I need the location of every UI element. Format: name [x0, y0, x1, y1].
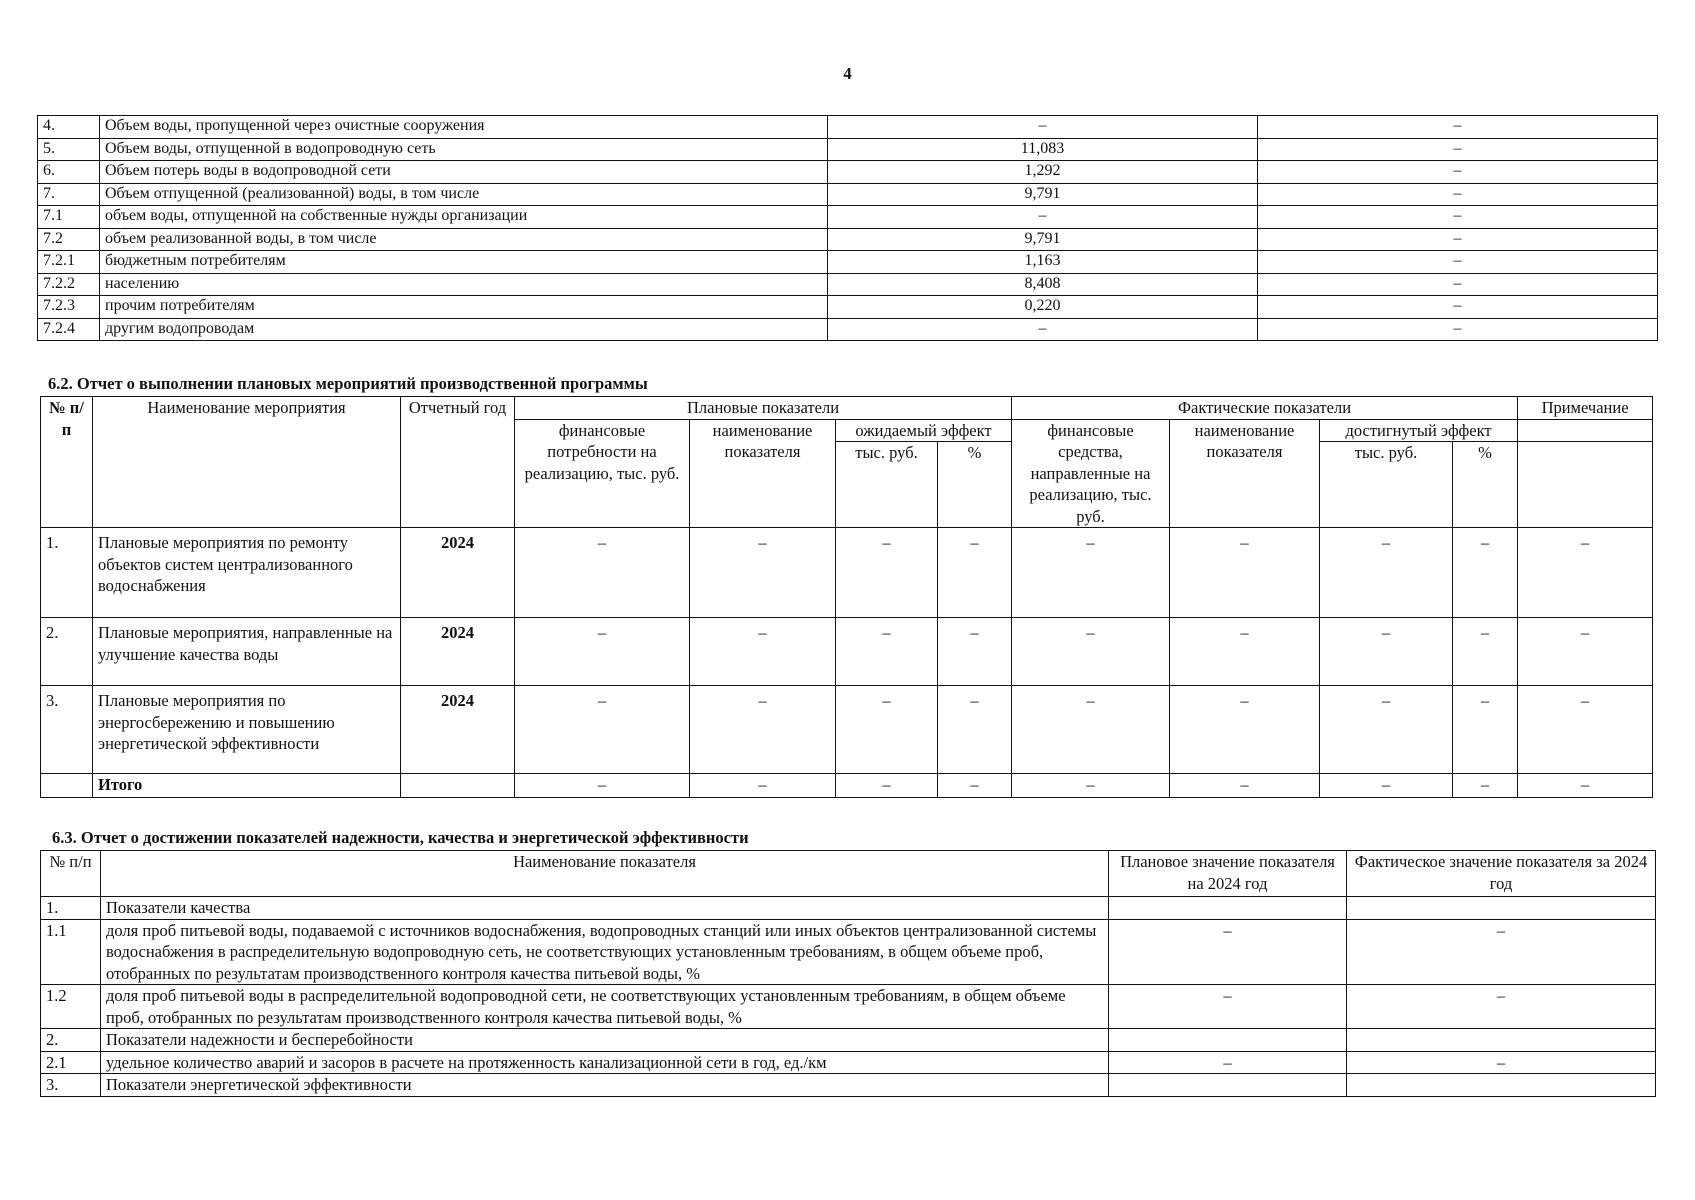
total-dash: – — [1170, 774, 1320, 798]
table-row — [41, 897, 1656, 920]
row-value: 0,220 — [828, 296, 1258, 319]
header-planned-value: Плановое значение показателя на 2024 год — [1109, 851, 1347, 897]
row-value: 8,408 — [828, 273, 1258, 296]
row-name: Объем отпущенной (реализованной) воды, в том числе — [100, 183, 828, 206]
header-note: Примечание — [1518, 397, 1653, 420]
row-name: другим водопроводам — [100, 318, 828, 341]
value-dash: – — [515, 686, 690, 774]
planned-value: – — [1109, 1051, 1347, 1074]
water-volume-table — [37, 115, 1658, 341]
value-dash: – — [690, 686, 836, 774]
header-num: № п/п — [41, 851, 101, 897]
table-row — [41, 1074, 1656, 1097]
activity-name: Плановые мероприятия, направленные на улучшение качества воды — [93, 618, 401, 686]
table-row — [41, 919, 1656, 985]
row-value: 9,791 — [828, 183, 1258, 206]
row-value-2: – — [1258, 318, 1658, 341]
activity-year: 2024 — [401, 686, 515, 774]
row-value-2: – — [1258, 228, 1658, 251]
indicator-name: Показатели энергетической эффективности — [101, 1074, 1109, 1097]
table-row — [41, 985, 1656, 1029]
value-dash: – — [836, 618, 938, 686]
activity-name: Плановые мероприятия по ремонту объектов систем централизованного водоснабжения — [93, 528, 401, 618]
table-row — [38, 228, 1658, 251]
header-actual-financing: финансовые средства, направленные на реализацию, тыс. руб. — [1012, 419, 1170, 528]
table-row — [38, 183, 1658, 206]
value-dash: – — [836, 686, 938, 774]
actual-value — [1347, 1074, 1656, 1097]
header-expected-rub: тыс. руб. — [836, 442, 938, 528]
header-achieved-rub: тыс. руб. — [1320, 442, 1453, 528]
activity-number: 1. — [41, 528, 93, 618]
header-note-empty — [1518, 419, 1653, 442]
indicator-number: 2.1 — [41, 1051, 101, 1074]
row-value: 9,791 — [828, 228, 1258, 251]
value-dash: – — [1320, 528, 1453, 618]
actual-value: – — [1347, 919, 1656, 985]
row-name: Объем потерь воды в водопроводной сети — [100, 161, 828, 184]
indicator-number: 2. — [41, 1029, 101, 1052]
row-value-2: – — [1258, 206, 1658, 229]
total-dash: – — [938, 774, 1012, 798]
value-dash: – — [690, 528, 836, 618]
row-name: Объем воды, отпущенной в водопроводную сеть — [100, 138, 828, 161]
table-row — [38, 273, 1658, 296]
row-number: 7.1 — [38, 206, 100, 229]
value-dash: – — [1320, 618, 1453, 686]
indicator-number: 3. — [41, 1074, 101, 1097]
planned-value — [1109, 1074, 1347, 1097]
table-row — [38, 318, 1658, 341]
row-value: 1,292 — [828, 161, 1258, 184]
activity-year: 2024 — [401, 528, 515, 618]
table-row — [38, 116, 1658, 139]
indicator-number: 1.2 — [41, 985, 101, 1029]
header-actual-value: Фактическое значение показателя за 2024 год — [1347, 851, 1656, 897]
actual-value — [1347, 1029, 1656, 1052]
row-value: 1,163 — [828, 251, 1258, 274]
activity-number: 3. — [41, 686, 93, 774]
row-name: населению — [100, 273, 828, 296]
total-number-empty — [41, 774, 93, 798]
value-dash: – — [1518, 618, 1653, 686]
row-number: 7.2.1 — [38, 251, 100, 274]
value-dash: – — [1453, 686, 1518, 774]
value-dash: – — [690, 618, 836, 686]
header-expected-effect: ожидаемый эффект — [836, 419, 1012, 442]
row-number: 6. — [38, 161, 100, 184]
value-dash: – — [1453, 618, 1518, 686]
header-achieved-effect: достигнутый эффект — [1320, 419, 1518, 442]
row-name: Объем воды, пропущенной через очистные сооружения — [100, 116, 828, 139]
header-indicator-name: Наименование показателя — [101, 851, 1109, 897]
table-row — [38, 206, 1658, 229]
indicator-name: доля проб питьевой воды в распределительной водопроводной сети, не соответствующих установленным требованиям, в общем объеме проб, отобранных по результатам производственного контроля качества питьевой воды, % — [101, 985, 1109, 1029]
row-number: 5. — [38, 138, 100, 161]
row-name: бюджетным потребителям — [100, 251, 828, 274]
value-dash: – — [1320, 686, 1453, 774]
total-dash: – — [515, 774, 690, 798]
row-number: 7.2.3 — [38, 296, 100, 319]
header-expected-pct: % — [938, 442, 1012, 528]
section-6-3-title: 6.3. Отчет о достижении показателей надежности, качества и энергетической эффективности — [52, 828, 749, 847]
row-name: объем воды, отпущенной на собственные нужды организации — [100, 206, 828, 229]
indicator-number: 1. — [41, 897, 101, 920]
planned-activities-table — [40, 396, 1653, 798]
row-value-2: – — [1258, 138, 1658, 161]
row-value-2: – — [1258, 273, 1658, 296]
activity-year: 2024 — [401, 618, 515, 686]
indicator-number: 1.1 — [41, 919, 101, 985]
value-dash: – — [938, 528, 1012, 618]
row-name: прочим потребителям — [100, 296, 828, 319]
planned-value — [1109, 897, 1347, 920]
indicator-name: Показатели надежности и бесперебойности — [101, 1029, 1109, 1052]
row-value: – — [828, 206, 1258, 229]
row-value-2: – — [1258, 183, 1658, 206]
table-row — [38, 296, 1658, 319]
total-dash: – — [1012, 774, 1170, 798]
table-row — [41, 528, 1653, 618]
actual-value — [1347, 897, 1656, 920]
row-number: 7.2.4 — [38, 318, 100, 341]
row-number: 7.2.2 — [38, 273, 100, 296]
header-note-empty-2 — [1518, 442, 1653, 528]
table-row — [41, 618, 1653, 686]
value-dash: – — [1518, 528, 1653, 618]
value-dash: – — [515, 618, 690, 686]
row-value: – — [828, 116, 1258, 139]
header-year: Отчетный год — [401, 397, 515, 528]
table-row — [38, 251, 1658, 274]
actual-value: – — [1347, 1051, 1656, 1074]
value-dash: – — [1012, 686, 1170, 774]
total-dash: – — [690, 774, 836, 798]
indicator-name: удельное количество аварий и засоров в расчете на протяженность канализационной сети в год, ед./км — [101, 1051, 1109, 1074]
value-dash: – — [1012, 528, 1170, 618]
value-dash: – — [938, 618, 1012, 686]
row-number: 4. — [38, 116, 100, 139]
value-dash: – — [1170, 686, 1320, 774]
total-dash: – — [836, 774, 938, 798]
indicator-name: доля проб питьевой воды, подаваемой с источников водоснабжения, водопроводных станций или иных объектов централизованной системы водоснабжения в распределительную водопроводную сеть, не соответствующих установленным требованиям, в общем объеме проб, отобранных по результатам производственного контроля качества питьевой воды, % — [101, 919, 1109, 985]
total-year-empty — [401, 774, 515, 798]
header-planned: Плановые показатели — [515, 397, 1012, 420]
header-num: № п/п — [41, 397, 93, 528]
planned-value: – — [1109, 985, 1347, 1029]
indicator-name: Показатели качества — [101, 897, 1109, 920]
row-value-2: – — [1258, 116, 1658, 139]
header-achieved-pct: % — [1453, 442, 1518, 528]
header-actual: Фактические показатели — [1012, 397, 1518, 420]
table-row — [41, 686, 1653, 774]
total-dash: – — [1518, 774, 1653, 798]
header-planned-indicator: наименование показателя — [690, 419, 836, 528]
value-dash: – — [1518, 686, 1653, 774]
page-number: 4 — [843, 64, 852, 83]
total-row — [41, 774, 1653, 798]
table-row — [41, 1029, 1656, 1052]
value-dash: – — [1453, 528, 1518, 618]
value-dash: – — [938, 686, 1012, 774]
value-dash: – — [836, 528, 938, 618]
row-value: – — [828, 318, 1258, 341]
value-dash: – — [1170, 618, 1320, 686]
table-row — [38, 138, 1658, 161]
planned-value — [1109, 1029, 1347, 1052]
planned-value: – — [1109, 919, 1347, 985]
value-dash: – — [515, 528, 690, 618]
row-value-2: – — [1258, 161, 1658, 184]
actual-value: – — [1347, 985, 1656, 1029]
total-dash: – — [1453, 774, 1518, 798]
total-dash: – — [1320, 774, 1453, 798]
table-row — [38, 161, 1658, 184]
row-value: 11,083 — [828, 138, 1258, 161]
row-value-2: – — [1258, 296, 1658, 319]
header-actual-indicator: наименование показателя — [1170, 419, 1320, 528]
header-activity-name: Наименование мероприятия — [93, 397, 401, 528]
row-number: 7.2 — [38, 228, 100, 251]
section-6-2-title: 6.2. Отчет о выполнении плановых мероприятий производственной программы — [48, 374, 648, 393]
value-dash: – — [1170, 528, 1320, 618]
value-dash: – — [1012, 618, 1170, 686]
indicators-table — [40, 850, 1656, 1097]
row-name: объем реализованной воды, в том числе — [100, 228, 828, 251]
table-row — [41, 1051, 1656, 1074]
row-value-2: – — [1258, 251, 1658, 274]
activity-number: 2. — [41, 618, 93, 686]
row-number: 7. — [38, 183, 100, 206]
header-planned-financing: финансовые потребности на реализацию, тыс. руб. — [515, 419, 690, 528]
total-label: Итого — [93, 774, 401, 798]
activity-name: Плановые мероприятия по энергосбережению и повышению энергетической эффективности — [93, 686, 401, 774]
